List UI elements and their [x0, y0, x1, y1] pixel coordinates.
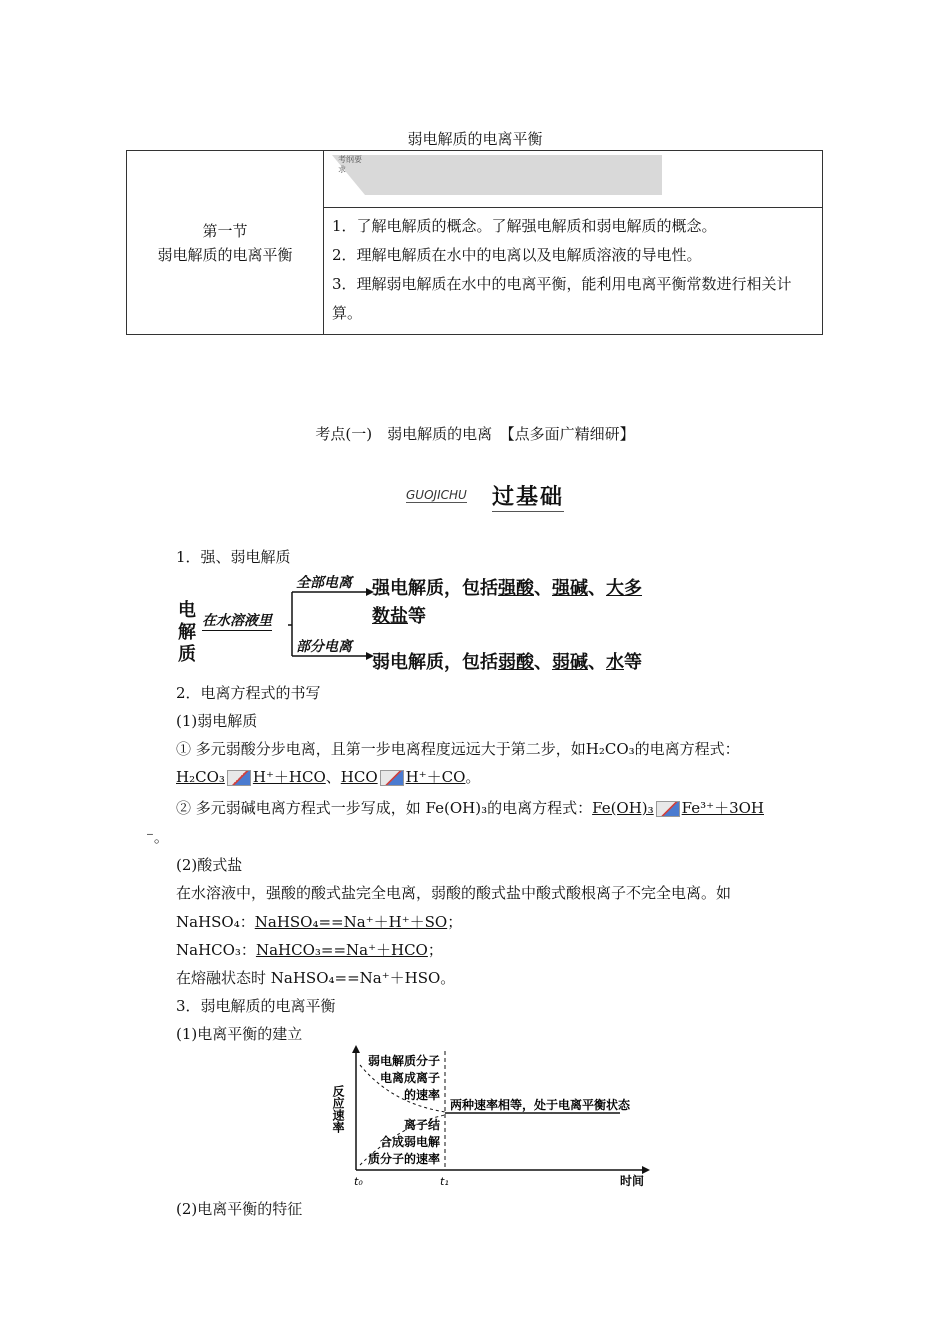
requirement-item: 3．理解弱电解质在水中的电离平衡，能利用电离平衡常数进行相关计算。	[332, 275, 792, 322]
equilibrium-arrow-icon	[380, 770, 404, 786]
banner-label: 考纲要求	[338, 155, 362, 174]
electrolyte-diagram	[176, 570, 676, 675]
section-number: 第一节	[202, 221, 248, 240]
banner-title: 过基础	[492, 480, 564, 512]
requirement-item: 1．了解电解质的概念。了解强电解质和弱电解质的概念。	[332, 217, 717, 235]
curve2-label: 质分子的速率	[367, 1152, 440, 1166]
equation-nahco3: NaHCO₃：NaHCO₃==Na⁺＋HCO；	[176, 941, 443, 959]
diagram-root: 电解质	[178, 600, 196, 665]
subheading-establishment: (1)电离平衡的建立	[176, 1025, 303, 1043]
curve2-label: 离子结	[403, 1118, 440, 1132]
banner-latin: GUOJICHU	[406, 488, 467, 502]
t1-label: t₁	[440, 1175, 449, 1188]
x-axis-label: 时间	[620, 1174, 645, 1188]
guojichu-banner	[406, 480, 576, 510]
paragraph-acid-salt: 在水溶液中，强酸的酸式盐完全电离，弱酸的酸式盐中酸式酸根离子不完全电离。如	[176, 884, 732, 902]
requirement-item: 2．理解电解质在水中的电离以及电解质溶液的导电性。	[332, 246, 702, 264]
equilibrium-arrow-icon	[656, 801, 680, 817]
banner-graphic	[332, 155, 662, 195]
heading-equations: 2．电离方程式的书写	[176, 684, 321, 702]
equation-tail: ⁻。	[146, 828, 169, 846]
y-axis-label: 反应速率	[331, 1085, 345, 1133]
t0-label: t₀	[354, 1175, 363, 1188]
paragraph-molten: 在熔融状态时 NaHSO₄==Na⁺＋HSO。	[176, 969, 456, 987]
requirements-list	[324, 208, 823, 335]
requirements-table	[126, 150, 823, 335]
branch2-text: 弱电解质，包括弱酸、弱碱、水等	[372, 652, 642, 673]
subheading-weak: (1)弱电解质	[176, 712, 258, 730]
heading-equilibrium: 3．弱电解质的电离平衡	[176, 997, 336, 1015]
requirements-banner	[324, 151, 823, 208]
branch1-text: 强电解质，包括强酸、强碱、大多	[372, 578, 642, 599]
heading-strong-weak: 1．强、弱电解质	[176, 548, 291, 566]
curve1-label: 电离成离子	[379, 1071, 440, 1085]
subheading-features: (2)电离平衡的特征	[176, 1200, 303, 1218]
curve1-label: 的速率	[403, 1088, 440, 1102]
branch1-text-cont: 数盐等	[372, 606, 426, 627]
diagram-condition: 在水溶液里	[202, 610, 272, 631]
subheading-acid-salt: (2)酸式盐	[176, 856, 243, 874]
equation-nahso4: NaHSO₄：NaHSO₄==Na⁺＋H⁺＋SO；	[176, 913, 463, 931]
rate-time-diagram	[330, 1045, 650, 1190]
curve2-label: 合成弱电解	[379, 1135, 440, 1149]
section-heading: 考点(一) 弱电解质的电离 【点多面广精细研】	[315, 425, 635, 443]
section-name: 弱电解质的电离平衡	[157, 245, 293, 264]
branch2-label: 部分电离	[296, 639, 352, 655]
section-cell	[127, 151, 324, 335]
curve1-label: 弱电解质分子	[367, 1054, 440, 1068]
equilibrium-arrow-icon	[227, 770, 251, 786]
paragraph-polyacid: ① 多元弱酸分步电离，且第一步电离程度远远大于第二步，如H₂CO₃的电离方程式：	[176, 740, 740, 758]
paragraph-polybase: ② 多元弱碱电离方程式一步写成，如 Fe(OH)₃的电离方程式：Fe(OH)₃ Fe³⁺＋3OH	[176, 799, 764, 817]
branch1-label: 全部电离	[296, 575, 352, 591]
equation-h2co3: H₂CO₃ H⁺＋HCO、HCO H⁺＋CO。	[176, 768, 481, 786]
document-title: 弱电解质的电离平衡	[407, 130, 543, 148]
equilibrium-note: 两种速率相等，处于电离平衡状态	[450, 1098, 631, 1112]
